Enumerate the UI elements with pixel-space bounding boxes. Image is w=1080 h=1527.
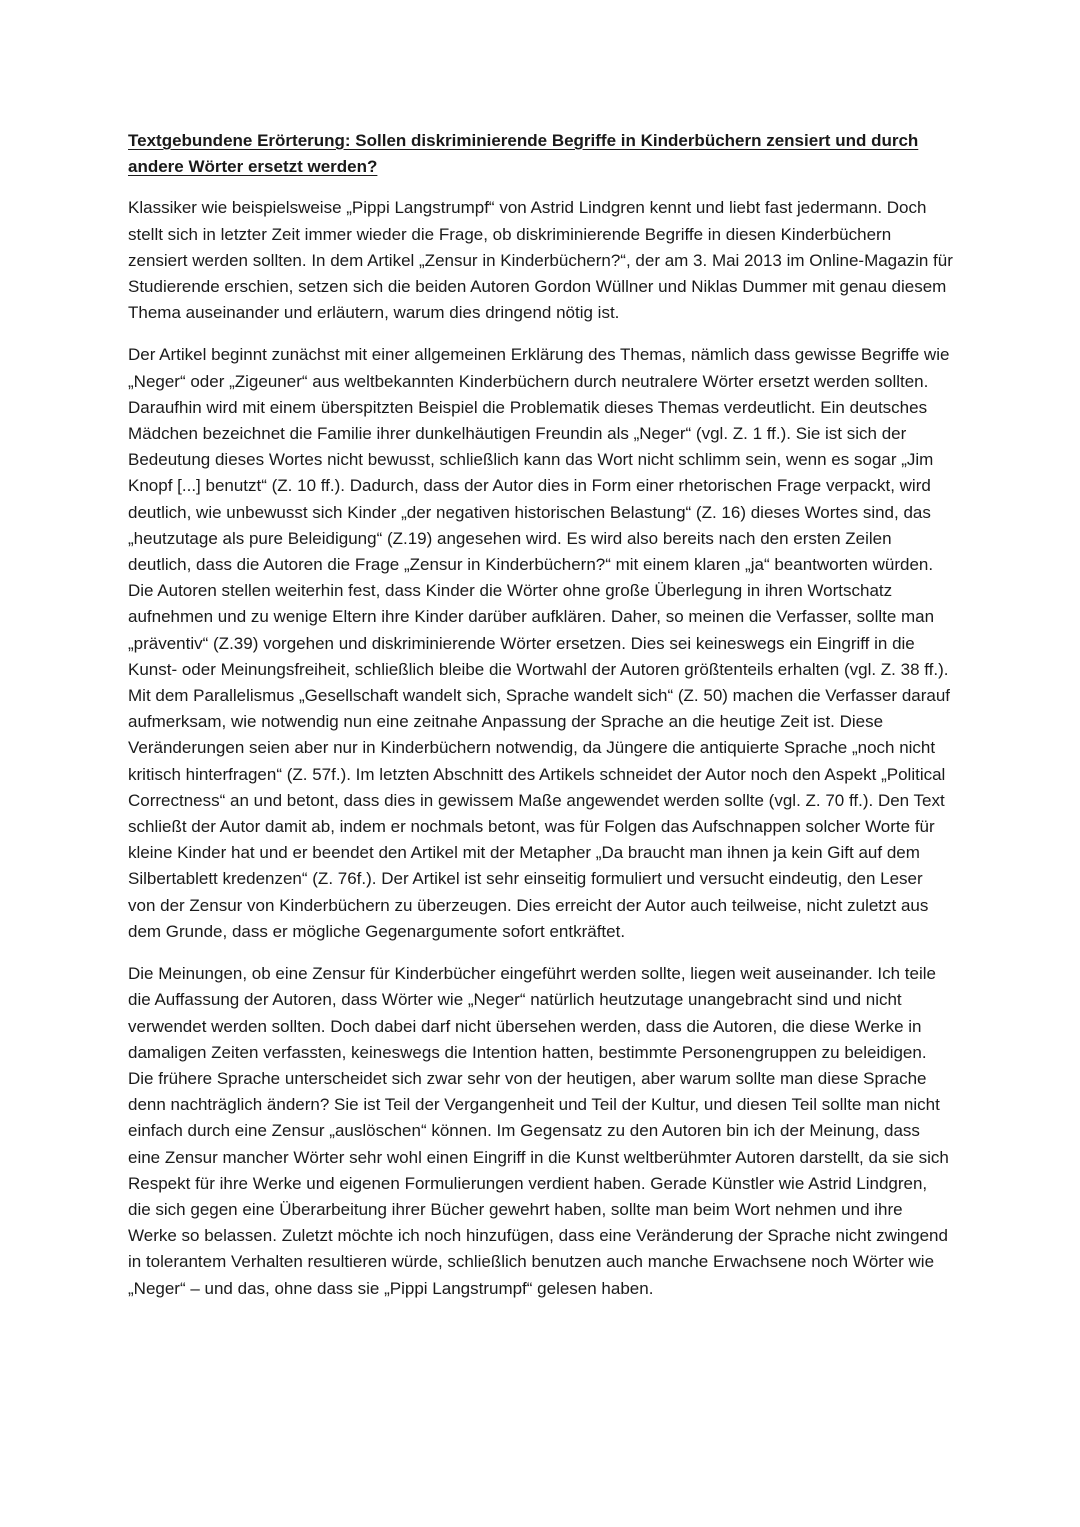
- paragraph-opinion: Die Meinungen, ob eine Zensur für Kinderbücher eingeführt werden sollte, liegen weit auseinander. Ich teile die Auffassung der Autoren, dass Wörter wie „Neger“ natürlich heutzutage unangebracht sind und nicht verwendet werden sollten. Doch dabei darf nicht übersehen werden, dass die Autoren, die diese Werke in damaligen Zeiten verfassten, keineswegs die Intention hatten, bestimmte Personengruppen zu beleidigen. Die frühere Sprache unterscheidet sich zwar sehr von der heutigen, aber warum sollte man diese Sprache denn nachträglich ändern? Sie ist Teil der Vergangenheit und Teil der Kultur, und diesen Teil sollte man nicht einfach durch eine Zensur „auslöschen“ können. Im Gegensatz zu den Autoren bin ich der Meinung, dass eine Zensur mancher Wörter sehr wohl einen Eingriff in die Kunst weltberühmter Autoren darstellt, da sie sich Respekt für ihre Werke und eigenen Formulierungen verdient haben. Gerade Künstler wie Astrid Lindgren, die sich gegen eine Überarbeitung ihrer Bücher gewehrt haben, sollte man beim Wort nehmen und ihre Werke so belassen. Zuletzt möchte ich noch hinzufügen, dass eine Veränderung der Sprache nicht zwingend in tolerantem Verhalten resultieren würde, schließlich benutzen auch manche Erwachsene noch Wörter wie „Neger“ – und das, ohne dass sie „Pippi Langstrumpf“ gelesen haben.: [128, 964, 949, 1298]
- document-title: Textgebundene Erörterung: Sollen diskriminierende Begriffe in Kinderbüchern zensiert und durch andere Wörter ersetzt werden?: [128, 131, 919, 177]
- document-page: [128, 128, 954, 1318]
- paragraph-analysis: Der Artikel beginnt zunächst mit einer allgemeinen Erklärung des Themas, nämlich dass gewisse Begriffe wie „Neger“ oder „Zigeuner“ aus weltbekannten Kinderbüchern durch neutralere Wörter ersetzt werden sollten. Daraufhin wird mit einem überspitzten Beispiel die Problematik dieses Themas verdeutlicht. Ein deutsches Mädchen bezeichnet die Familie ihrer dunkelhäutigen Freundin als „Neger“ (vgl. Z. 1 ff.). Sie ist sich der Bedeutung dieses Wortes nicht bewusst, schließlich kann das Wort nicht schlimm sein, wenn es sogar „Jim Knopf [...] benutzt“ (Z. 10 ff.). Dadurch, dass der Autor dies in Form einer rhetorischen Frage verpackt, wird deutlich, wie unbewusst sich Kinder „der negativen historischen Belastung“ (Z. 16) dieses Wortes sind, das „heutzutage als pure Beleidigung“ (Z.19) angesehen wird. Es wird also bereits nach den ersten Zeilen deutlich, dass die Autoren die Frage „Zensur in Kinderbüchern?“ mit einem klaren „ja“ beantworten würden. Die Autoren stellen weiterhin fest, dass Kinder die Wörter ohne große Überlegung in ihren Wortschatz aufnehmen und zu wenige Eltern ihre Kinder darüber aufklären. Daher, so meinen die Verfasser, sollte man „präventiv“ (Z.39) vorgehen und diskriminierende Wörter ersetzen. Dies sei keineswegs ein Eingriff in die Kunst- oder Meinungsfreiheit, schließlich bleibe die Wortwahl der Autoren größtenteils erhalten (vgl. Z. 38 ff.). Mit dem Parallelismus „Gesellschaft wandelt sich, Sprache wandelt sich“ (Z. 50) machen die Verfasser darauf aufmerksam, wie notwendig nun eine zeitnahe Anpassung der Sprache an die heutige Zeit ist. Diese Veränderungen seien aber nur in Kinderbüchern notwendig, da Jüngere die antiquierte Sprache „noch nicht kritisch hinterfragen“ (Z. 57f.). Im letzten Abschnitt des Artikels schneidet der Autor noch den Aspekt „Political Correctness“ an und betont, dass dies in gewissem Maße angewendet werden sollte (vgl. Z. 70 ff.). Den Text schließt der Autor damit ab, indem er nochmals betont, was für Folgen das Aufschnappen solcher Worte für kleine Kinder hat und er beendet den Artikel mit der Metapher „Da braucht man ihnen ja kein Gift auf dem Silbertablett kredenzen“ (Z. 76f.). Der Artikel ist sehr einseitig formuliert und versucht eindeutig, den Leser von der Zensur von Kinderbüchern zu überzeugen. Dies erreicht der Autor auch teilweise, nicht zuletzt aus dem Grunde, dass er mögliche Gegenargumente sofort entkräftet.: [128, 345, 951, 941]
- paragraph-introduction: Klassiker wie beispielsweise „Pippi Langstrumpf“ von Astrid Lindgren kennt und liebt fast jedermann. Doch stellt sich in letzter Zeit immer wieder die Frage, ob diskriminierende Begriffe in diesen Kinderbüchern zensiert werden sollten. In dem Artikel „Zensur in Kinderbüchern?“, der am 3. Mai 2013 im Online-Magazin für Studierende erschien, setzen sich die beiden Autoren Gordon Wüllner und Niklas Dummer mit genau diesem Thema auseinander und erläutern, warum dies dringend nötig ist.: [128, 198, 953, 323]
